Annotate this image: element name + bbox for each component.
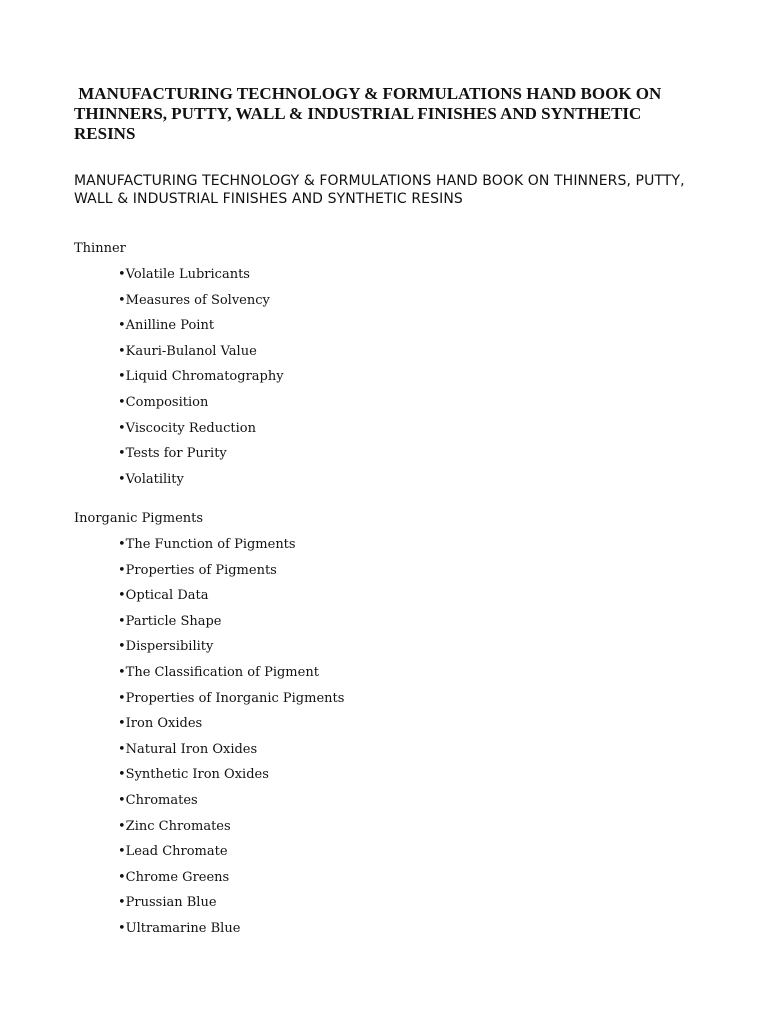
list-item: •Viscocity Reduction (118, 420, 256, 436)
list-item: •Anilline Point (118, 318, 215, 334)
list-item: •The Function of Pigments (118, 537, 296, 552)
list-item: •Composition (118, 394, 209, 410)
document-title: MANUFACTURING TECHNOLOGY & FORMULATIONS HAND BOOK ON THINNERS, PUTTY, WALL & INDUSTRIAL FINISHES AND SYNTHETIC RESINS (74, 84, 666, 143)
section-heading-inorganic-pigments: Inorganic Pigments (74, 511, 204, 526)
list-item: •Ultramarine Blue (118, 920, 241, 936)
list-item: •Lead Chromate (118, 844, 228, 860)
list-item: •Chrome Greens (118, 869, 230, 885)
section-list-thinner (118, 266, 284, 496)
list-item: •Properties of Pigments (118, 562, 277, 578)
list-item: •Particle Shape (118, 613, 222, 629)
list-item: •Iron Oxides (118, 716, 203, 732)
list-item: •The Classification of Pigment (118, 664, 319, 680)
list-item: •Prussian Blue (118, 895, 217, 911)
list-item: •Synthetic Iron Oxides (118, 767, 269, 783)
document-subtitle: MANUFACTURING TECHNOLOGY & FORMULATIONS HAND BOOK ON THINNERS, PUTTY, WALL & INDUSTRIAL FINISHES AND SYNTHETIC RESINS (74, 173, 685, 207)
list-item: •Volatility (118, 471, 184, 487)
list-item: •Chromates (118, 792, 198, 808)
list-item: •Properties of Inorganic Pigments (118, 690, 345, 706)
list-item: •Measures of Solvency (118, 292, 270, 308)
list-item: •Dispersibility (118, 639, 214, 655)
list-item: •Natural Iron Oxides (118, 741, 258, 757)
list-item: •Kauri-Bulanol Value (118, 343, 257, 359)
list-item: •Optical Data (118, 588, 209, 604)
list-item: •Tests for Purity (118, 446, 227, 462)
section-heading-thinner: Thinner (74, 241, 126, 256)
section-list-inorganic-pigments (118, 536, 344, 946)
list-item: •Liquid Chromatography (118, 369, 284, 385)
list-item: •Zinc Chromates (118, 818, 231, 834)
list-item: •Volatile Lubricants (118, 267, 250, 282)
